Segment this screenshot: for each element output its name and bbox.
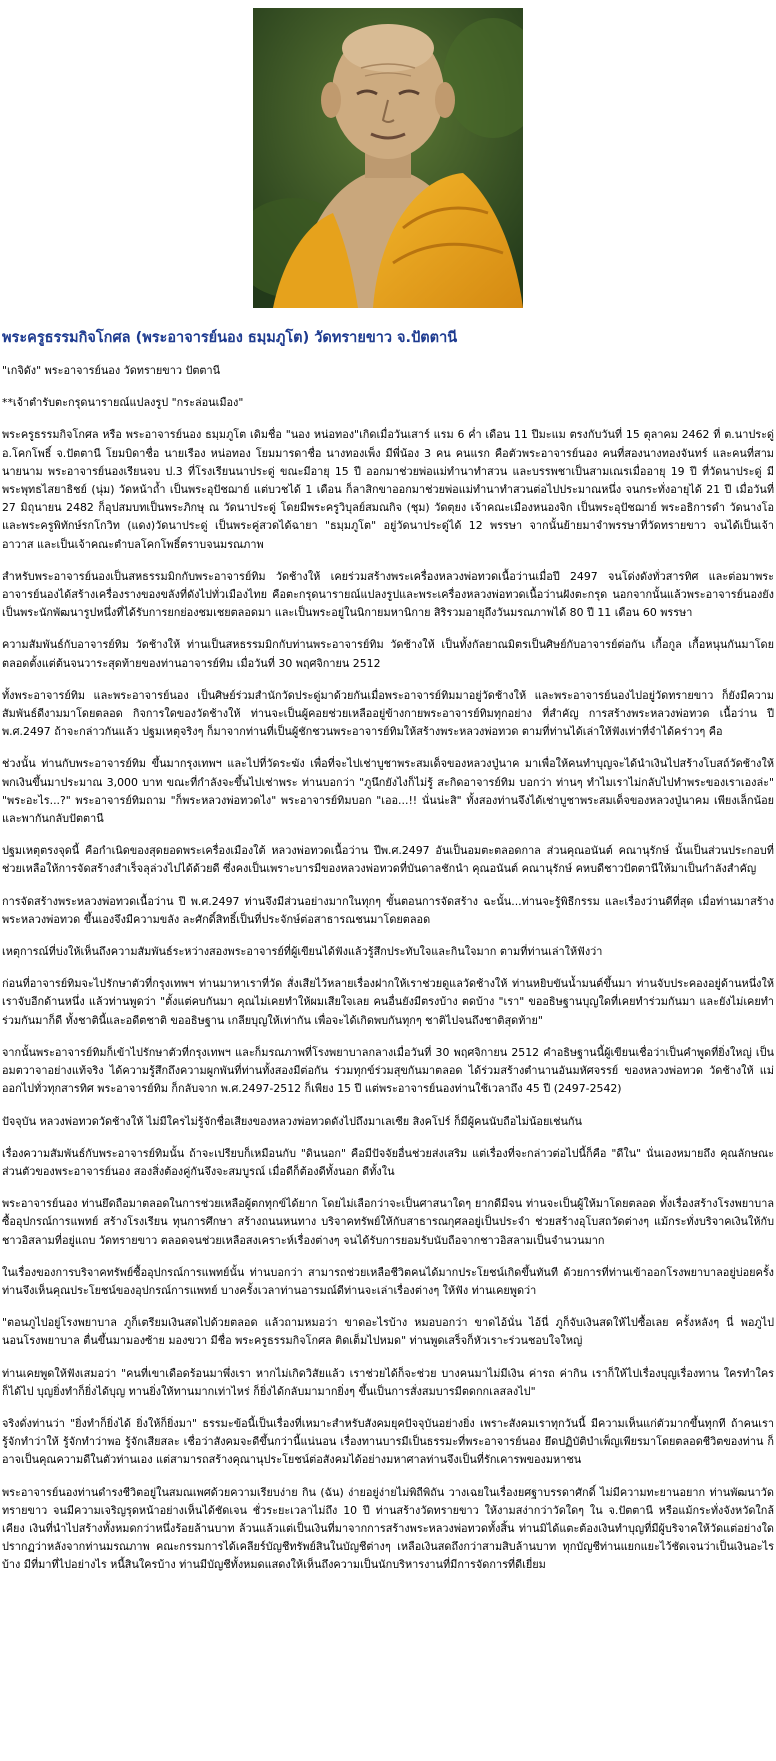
paragraph: **เจ้าตำรับตะกรุดนารายณ์แปลงรูป "กระล่อนเมือง" <box>2 396 244 410</box>
paragraph: พระอาจารย์นอง ท่านยึดถือมาตลอดในการช่วยเหลือผู้ตกทุกข์ได้ยาก โดยไม่เลือกว่าจะเป็นศาสนาใดๆ ยากดีมีจน ท่านจะเป็นผู้ให้มาโดยตลอด ทั้งเรื่องสร้างโรงพยาบาลซื้ออุปกรณ์การแพทย์ สร้างโรงเรียน ทุนการศึกษา สร้างถนนหนทาง บริจาคทรัพย์ให้กับสาธารณกุศลอยู่เป็นประจำ ช่วยสร้างอุโบสถวัดต่างๆ แม้กระทั่งบริจาคเงินให้กับชาวอิสลามที่อยู่แถบ วัดทรายขาว ตลอดจนช่วยเหลือสงเคราะห์เรื่องต่างๆ จนได้รับการยอมรับนับถือจากชาวอิสลามเป็นจำนวนมาก <box>2 1197 774 1247</box>
paragraph: "ตอนภูไปอยู่โรงพยาบาล ภูก็เตรียมเงินสดไปด้วยตลอด แล้วถามหมอว่า ขาดอะไรบ้าง หมอบอกว่า ขาดไอ้นั่น ไอ้นี่ ภูก็จับเงินสดให้ไปซื้อเลย ครั้งหลังๆ นี่ พอภูไปนอนโรงพยาบาล ตื่นขึ้นมามองซ้าย มองขวา มีชื่อ พระครูธรรมกิจโกศล ติดเต็มไปหมด" ท่านพูดเสร็จก็หัวเราะร่วนชอบใจใหญ่ <box>2 1316 774 1348</box>
paragraph: จากนั้นพระอาจารย์ทิมก็เข้าไปรักษาตัวที่กรุงเทพฯ และก็มรณภาพที่โรงพยาบาลกลางเมื่อวันที่ 30 พฤศจิกายน 2512 คำอธิษฐานนี้ผู้เขียนเชื่อว่าเป็นคำพูดที่ยิ่งใหญ่ เป็นอมตวาจาอย่างแท้จริง ได้ความรู้สึกถึงความผูกพันที่ท่านทั้งสองมีต่อกัน ร่วมทุกข์ร่วมสุขกันมาตลอด ได้ร่วมสร้างตำนานอันมหัศจรรย์ ของหลวงพ่อทวด วัดช้างให้ แม่ออกไปทั่วทุกสารทิศ พระอาจารย์ทิม ก็กลับจาก พ.ศ.2497-2512 ก็เพียง 15 ปี แต่พระอาจารย์นองท่านใช้เวลาถึง 45 ปี (2497-2542) <box>2 1045 774 1096</box>
article-title: พระครูธรรมกิจโกศล (พระอาจารย์นอง ธมฺมภูโต) วัดทรายขาว จ.ปัตตานี <box>2 330 458 346</box>
paragraph: ปฐมเหตุตรงจุดนี้ คือกำเนิดของสุดยอดพระเครื่องเมืองใต้ หลวงพ่อทวดเนื้อว่าน ปีพ.ศ.2497 อันเป็นอมตะตลอดกาล ส่วนคุณอนันต์ คณานุรักษ์ นั้นเป็นส่วนประกอบที่ช่วยเหลือให้การจัดสร้างสำเร็จลุล่วงไปได้ด้วยดี ซึ่งคงเป็นเพราะบารมีของหลวงพ่อทวดที่บันดาลชักนำ คุณอนันต์ คณานุรักษ์ คหบดีชาวปัตตานีให้มาเป็นกำลังสำคัญ <box>2 844 774 876</box>
portrait-image <box>253 8 523 308</box>
paragraph: พระครูธรรมกิจโกศล หรือ พระอาจารย์นอง ธมฺมภูโต เดิมชื่อ "นอง หน่อทอง"เกิดเมื่อวันเสาร์ แรม 6 ค่ำ เดือน 11 ปีมะแม ตรงกับวันที่ 15 ตุลาคม 2462 ที่ ต.นาประดู่ อ.โคกโพธิ์ จ.ปัตตานี โยมบิดาชื่อ นายเรือง หน่อทอง โยมมารดาชื่อ นางทองเพ็ง มีพี่น้อง 3 คน คนแรก คือตัวพระอาจารย์นอง คนที่สองนางทองจันทร์ และคนที่สามนายนาม พระอาจารย์นองเรียนจบ ป.3 ที่โรงเรียนนาประดู่ ขณะมีอายุ 15 ปี ออกมาช่วยพ่อแม่ทำนาทำสวน และบรรพชาเป็นสามเณรเมื่ออายุ 19 ปี ที่วัดนาประดู่ มีพระพุทธไสยาธิชย์ (นุ่ม) วัดหน้าถ้ำ เป็นพระอุปัชฌาย์ แต่บวชได้ 1 เดือน ก็ลาสิกขาออกมาช่วยพ่อแม่ทำนาทำสวนต่อไปประมาณหนึ่ง จนกระทั่งอายุได้ 21 ปี เมื่อวันที่ 27 มิถุนายน 2482 ก็อุปสมบทเป็นพระภิกษุ ณ วัดนาประดู่ โดยมีพระครูวิบุลย์สมณกิจ (ชุม) วัดตุยง เจ้าคณะเมืองหนองจิก เป็นพระอุปัชฌาย์ พระอธิการดำ วัดนางโอ และพระครูพิทักษ์รกโกวิท (แดง)วัดนาประดู่ เป็นพระคู่สวดได้ฉายา "ธมฺมภูโต" อยู่วัดนาประดู่ได้ 12 พรรษา จากนั้นย้ายมาจำพรรษาที่วัดทรายขาว จนได้เป็นเจ้าอาวาส และเป็นเจ้าคณะตำบลโคกโพธิ์ตราบจนมรณภาพ <box>2 428 774 551</box>
paragraph: สำหรับพระอาจารย์นองเป็นสหธรรมมิกกับพระอาจารย์ทิม วัดช้างให้ เคยร่วมสร้างพระเครื่องหลวงพ่อทวดเนื้อว่านเมื่อปี 2497 จนโด่งดังทั่วสารทิศ และต่อมาพระอาจารย์นองได้สร้างเครื่องรางของขลังที่ดังไปทั่วเมืองไทย คือตะกรุดนารายณ์แปลงรูปและพระเครื่องหลวงพ่อทวดเนื้อว่านฝังตะกรุด นอกจากนั้นแล้วพระอาจารย์นองยังเป็นพระนักพัฒนารูปหนึ่งที่ได้รับการยกย่องชมเชยตลอดมา และเป็นพระอยู่ในนิกายมหานิกาย สิริรวมอายุถึงวันมรณภาพได้ 80 ปี 11 เดือน 60 พรรษา <box>2 569 774 620</box>
paragraph: การจัดสร้างพระหลวงพ่อทวดเนื้อว่าน ปี พ.ศ.2497 ท่านจึงมีส่วนอย่างมากในทุกๆ ขั้นตอนการจัดสร้าง ฉะนั้น...ท่านจะรู้พิธีกรรม และเรื่องว่านดีที่สุด เมื่อท่านมาสร้างพระหลวงพ่อทวด ขึ้นเองจึงมีความขลัง ละศักดิ์สิทธิ์เป็นที่ประจักษ์ต่อสาธารณชนมาโดยตลอด <box>2 894 774 926</box>
paragraph: ปัจจุบัน หลวงพ่อทวดวัดช้างให้ ไม่มีใครไม่รู้จักชื่อเสียงของหลวงพ่อทวดดังไปถึงมาเลเซีย สิงคโปร์ ก็มีผู้คนนับถือไม่น้อยเช่นกัน <box>2 1114 582 1128</box>
paragraph: ทั้งพระอาจารย์ทิม และพระอาจารย์นอง เป็นศิษย์ร่วมสำนักวัดประดู่มาด้วยกันเมื่อพระอาจารย์ทิมมาอยู่วัดช้างให้ และพระอาจารย์นองไปอยู่วัดทรายขาว ก็ยังมีความสัมพันธ์ดีงามมาโดยตลอด กิจการใดของวัดช้างให้ ท่านจะเป็นผู้คอยช่วยเหลืออยู่ข้างกายพระอาจารย์ทิมทุกอย่าง ที่สำคัญ การสร้างพระหลวงพ่อทวด เนื้อว่าน ปี พ.ศ.2497 ถ้าจะกล่าวกันแล้ว ปฐมเหตุจริงๆ ก็มาจากท่านที่เป็นผู้ชักชวนพระอาจารย์ทิมให้สร้างพระหลวงพ่อทวด ตามที่ท่านได้เล่าให้ฟังเท่าที่จำได้คร่าวๆ คือ <box>2 688 774 739</box>
paragraph: ช่วงนั้น ท่านกับพระอาจารย์ทิม ขึ้นมากรุงเทพฯ และไปที่วัดระฆัง เพื่อที่จะไปเช่าบูชาพระสมเด็จของหลวงปู่นาค มาเพื่อให้คนทำบุญจะได้นำเงินไปสร้างโบสถ์วัดช้างให้ พกเงินขึ้นมาประมาณ 3,000 บาท ขณะที่กำลังจะขึ้นไปเช่าพระ ท่านบอกว่า "ภูนึกยังไงก็ไม่รู้ สะกิดอาจารย์ทิม บอกว่า ท่านๆ ทำไมเราไม่กลับไปทำพระของเราเองล่ะ" "พระอะไร...?" พระอาจารย์ทิมถาม "ก็พระหลวงพ่อทวดไง" พระอาจารย์ทิมบอก "เออ...!! นั่นน่ะสิ" ทั้งสองท่านจึงได้เช่าบูชาพระสมเด็จของหลวงปู่นาคม เพียงเล็กน้อยและพากันกลับปัตตานี <box>2 757 774 826</box>
paragraph: เหตุการณ์ที่บ่งให้เห็นถึงความสัมพันธ์ระหว่างสองพระอาจารย์ที่ผู้เขียนได้ฟังแล้วรู้สึกประทับใจและกินใจมาก ตามที่ท่านเล่าให้ฟังว่า <box>2 945 603 959</box>
paragraph: ความสัมพันธ์กับอาจารย์ทิม วัดช้างให้ ท่านเป็นสหธรรมมิกกับท่านพระอาจารย์ทิม วัดช้างให้ เป็นทั้งกัลยาณมิตรเป็นศิษย์กับอาจารย์ต่อกัน เกื้อกูล เกื้อหนุนกันมาโดยตลอดตั้งแต่ต้นจนวาระสุดท้ายของท่านอาจารย์ทิม เมื่อวันที่ 30 พฤศจิกายน 2512 <box>2 638 774 670</box>
paragraph: ก่อนที่อาจารย์ทิมจะไปรักษาตัวที่กรุงเทพฯ ท่านมาหาเราที่วัด สั่งเสียไว้หลายเรื่องฝากให้เราช่วยดูแลวัดช้างให้ ท่านหยิบขันน้ำมนต์ขึ้นมา ท่านจับประคองอยู่ด้านหนึ่งให้เราจับอีกด้านหนึ่ง แล้วท่านพูดว่า "ตั้งแต่คบกันมา คุณไม่เคยทำให้ผมเสียใจเลย คนอื่นยังมีตรงบ้าง ตดบ้าง "เรา" ขออธิษฐานบุญใดที่เคยทำร่วมกันมา และยังไม่เคยทำร่วมกันมาก็ดี ทั้งชาตินี้และอดีตชาติ ขออธิษฐาน เกลียบุญให้เท่ากัน เพื่อจะได้เกิดพบกันทุกๆ ชาติไปจนถึงชาติสุดท้าย" <box>2 977 774 1027</box>
paragraph: ในเรื่องของการบริจาคทรัพย์ซื้ออุปกรณ์การแพทย์นั้น ท่านบอกว่า สามารถช่วยเหลือชีวิตคนได้มากประโยชน์เกิดขึ้นทันที ด้วยการที่ท่านเข้าออกโรงพยาบาลอยู่บ่อยครั้งท่านจึงเห็นคุณประโยชน์ของอุปกรณ์การแพทย์ บางครั้งเวลาท่านอารมณ์ดีท่านจะเล่าเรื่องต่างๆ ให้ฟัง ท่านเคยพูดว่า <box>2 1265 774 1297</box>
paragraph: พระอาจารย์นองท่านดำรงชีวิตอยู่ในสมณเพศด้วยความเรียบง่าย กิน (ฉัน) ง่ายอยู่ง่ายไม่พิถีพิถัน วางเฉยในเรื่องยศฐาบรรดาศักดิ์ ไม่มีความทะยานอยาก ท่านพัฒนาวัดทรายขาว จนมีความเจริญรุดหน้าอย่างเห็นได้ชัดเจน ชั่วระยะเวลาไม่ถึง 10 ปี ท่านสร้างวัดทรายขาว ให้งามสง่ากว่าวัดใดๆ ใน จ.ปัตตานี หรือแม้กระทั่งจังหวัดใกล้เคียง เงินที่นำไปสร้างทั้งหมดกว่าหนึ่งร้อยล้านบาท ล้วนแล้วแต่เป็นเงินที่มาจากการสร้างพระหลวงพ่อทวดทั้งสิ้น ท่านมิได้แตะต้องเงินทำบุญที่มีผู้บริจาคให้วัดแต่อย่างใด ปรากฏว่าหลังจากท่านมรณภาพ คณะกรรมการได้เคลียร์บัญชีทรัพย์สินในบัญชีต่างๆ เหลือเงินสดถึงกว่าสามสิบล้านบาท ทุกบัญชีท่านแยกแยะไว้ชัดเจนว่าเป็นเงินอะไรบ้าง มีที่มาที่ไปอย่างไร หนี้สินใครบ้าง ท่านมีบัญชีทั้งหมดแสดงให้เห็นถึงความเป็นนักบริหารงานที่มีการจัดการที่ดีเยี่ยม <box>2 1485 774 1572</box>
monk-portrait-photo <box>253 8 523 308</box>
paragraph: "เกจิดัง" พระอาจารย์นอง วัดทรายขาว ปัตตานี <box>2 364 221 377</box>
paragraph: เรื่องความสัมพันธ์กับพระอาจารย์ทิมนั้น ถ้าจะเปรียบก็เหมือนกับ "ดินนอก" คือมีปัจจัยอื่นช่วยส่งเสริม แต่เรื่องที่จะกล่าวต่อไปนี้ก็คือ "ดีใน" นั่นเองหมายถึง คุณลักษณะส่วนตัวของพระอาจารย์นอง สองสิ่งต้องคู่กันจึงจะสมบูรณ์ เมื่อดีก็ต้องดีทั้งนอก ดีทั้งใน <box>2 1146 774 1178</box>
paragraph: ท่านเคยพูดให้ฟังเสมอว่า "คนที่เขาเดือดร้อนมาพึ่งเรา หากไม่เกิดวิสัยแล้ว เราช่วยได้ก็จะช่วย บางคนมาไม่มีเงิน ค่ารถ ค่ากิน เราก็ให้ไปเรื่องบุญเรื่องทาน ใครทำใครก็ได้ไป บุญยิ่งทำก็ยิ่งได้บุญ ทานยิ่งให้ทานมากเท่าไหร่ ก็ยิ่งได้กลับมามากยิ่งๆ ขึ้นเป็นการสั่งสมบารมีตดกกเลสลงไป" <box>2 1366 774 1398</box>
article <box>2 328 774 1587</box>
paragraph: จริงดั่งท่านว่า "ยิ่งทำก็ยิ่งได้ ยิ่งให้ก็ยิ่งมา" ธรรมะข้อนี้เป็นเรื่องที่เหมาะสำหรับสังคมยุคปัจจุบันอย่างยิ่ง เพราะสังคมเราทุกวันนี้ มีความเห็นแก่ตัวมากขึ้นทุกที ถ้าคนเรารู้จักทำว่าให้ รู้จักทำว่าพอ รู้จักเสียสละ เชื่อว่าสังคมจะดีขึ้นกว่านี้แน่นอน เรื่องทานบารมีเป็นธรรมะที่พระอาจารย์นอง ยึดปฏิบัติบำเพ็ญเพียรมาโดยตลอดชีวิตของท่าน ก็อาจเป็นคุณความดีในตัวท่านเอง แต่สามารถสร้างคุณานุประโยชน์ต่อสังคมได้อย่างมหาศาลท่านจึงเป็นที่รักเคารพของมหาชน <box>2 1416 774 1467</box>
